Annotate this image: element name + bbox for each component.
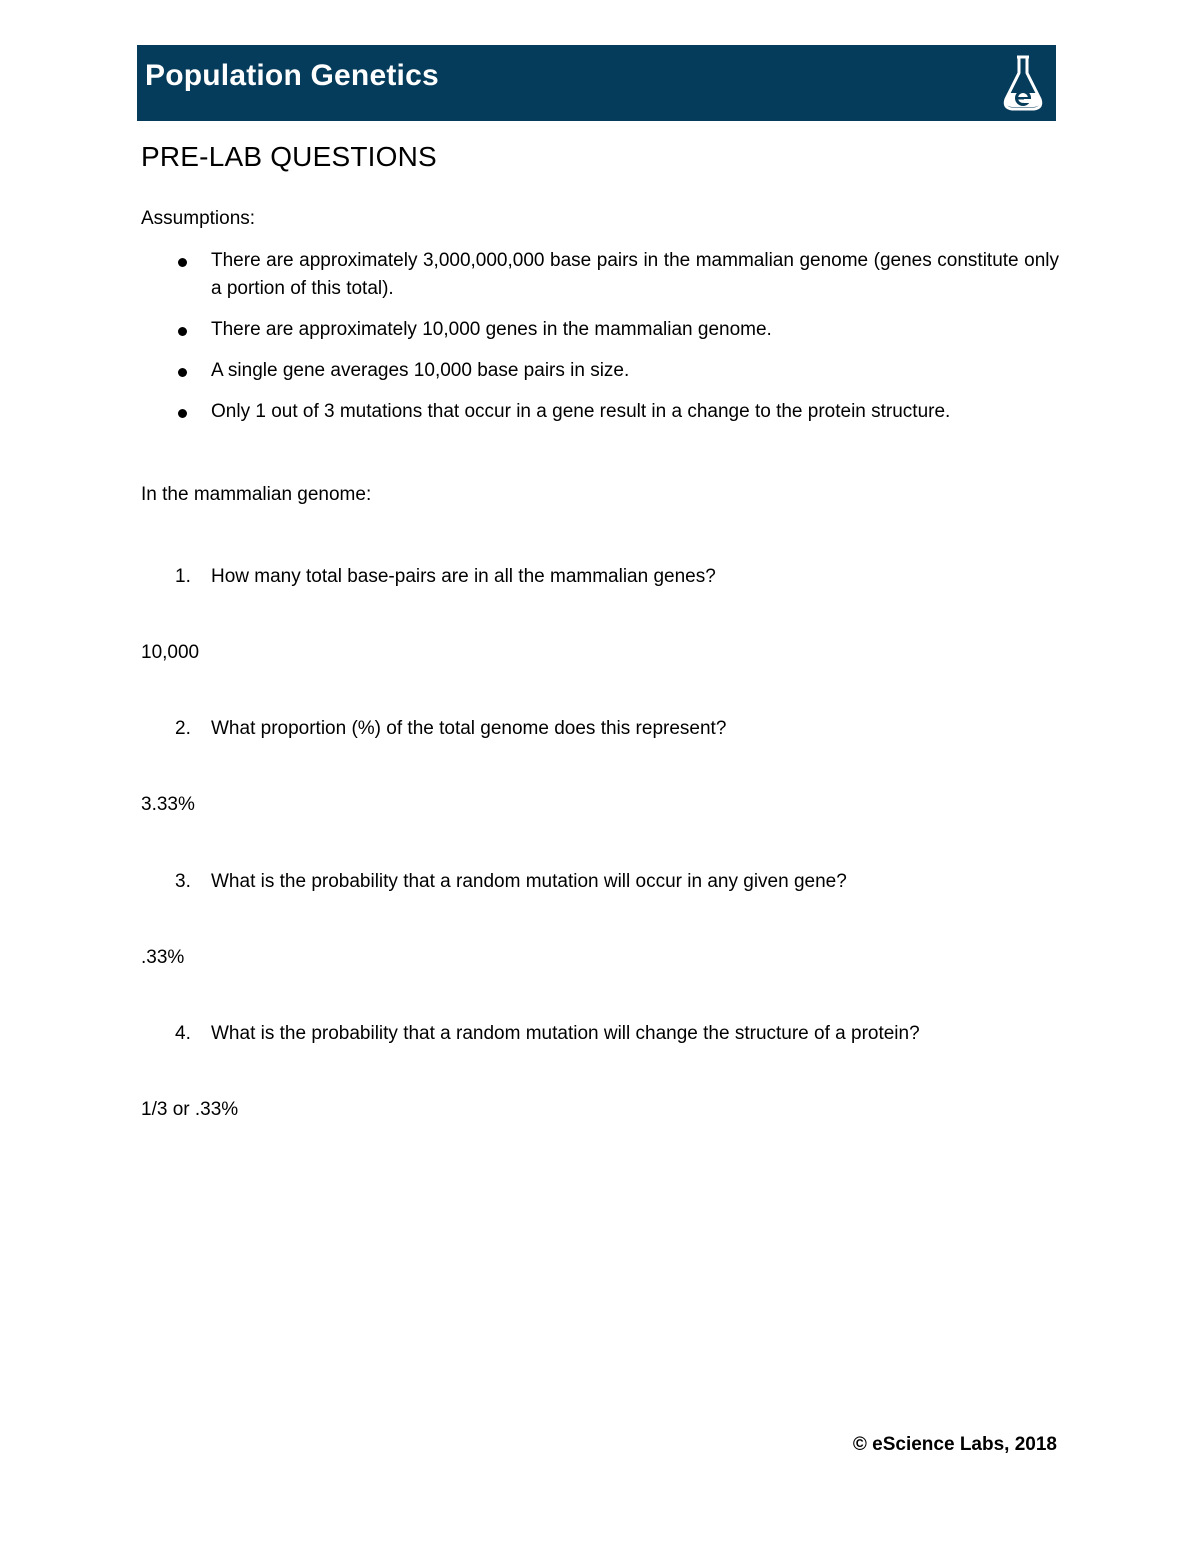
bullet-icon <box>178 368 187 377</box>
document-title: Population Genetics <box>145 59 439 92</box>
question-number: 1. <box>175 566 191 587</box>
answer-1: 10,000 <box>141 642 200 663</box>
question-text: What is the probability that a random mutation will occur in any given gene? <box>211 871 847 892</box>
assumptions-list <box>141 247 1059 439</box>
list-item: There are approximately 3,000,000,000 base pairs in the mammalian genome (genes constitute only a portion of this total). <box>141 247 1059 303</box>
bullet-icon <box>178 327 187 336</box>
bullet-icon <box>178 409 187 418</box>
question-text: What proportion (%) of the total genome does this represent? <box>211 718 727 739</box>
list-item: A single gene averages 10,000 base pairs in size. <box>141 357 1059 385</box>
answer-4: 1/3 or .33% <box>141 1099 239 1120</box>
answer-3: .33% <box>141 947 185 968</box>
list-item: There are approximately 10,000 genes in the mammalian genome. <box>141 316 1059 344</box>
list-item: Only 1 out of 3 mutations that occur in a gene result in a change to the protein structure. <box>141 398 1059 426</box>
question-number: 4. <box>175 1023 191 1044</box>
question-number: 2. <box>175 718 191 739</box>
question-number: 3. <box>175 871 191 892</box>
escience-flask-logo-icon <box>1000 53 1046 113</box>
bullet-icon <box>178 258 187 267</box>
question-text: How many total base-pairs are in all the mammalian genes? <box>211 566 716 587</box>
copyright-footer: © eScience Labs, 2018 <box>852 1434 1057 1455</box>
answer-2: 3.33% <box>141 794 195 815</box>
section-title: PRE-LAB QUESTIONS <box>141 141 437 172</box>
header-banner <box>137 45 1056 121</box>
intro-text: In the mammalian genome: <box>141 484 372 505</box>
question-text: What is the probability that a random mutation will change the structure of a protein? <box>211 1023 920 1044</box>
assumptions-label: Assumptions: <box>141 208 256 229</box>
